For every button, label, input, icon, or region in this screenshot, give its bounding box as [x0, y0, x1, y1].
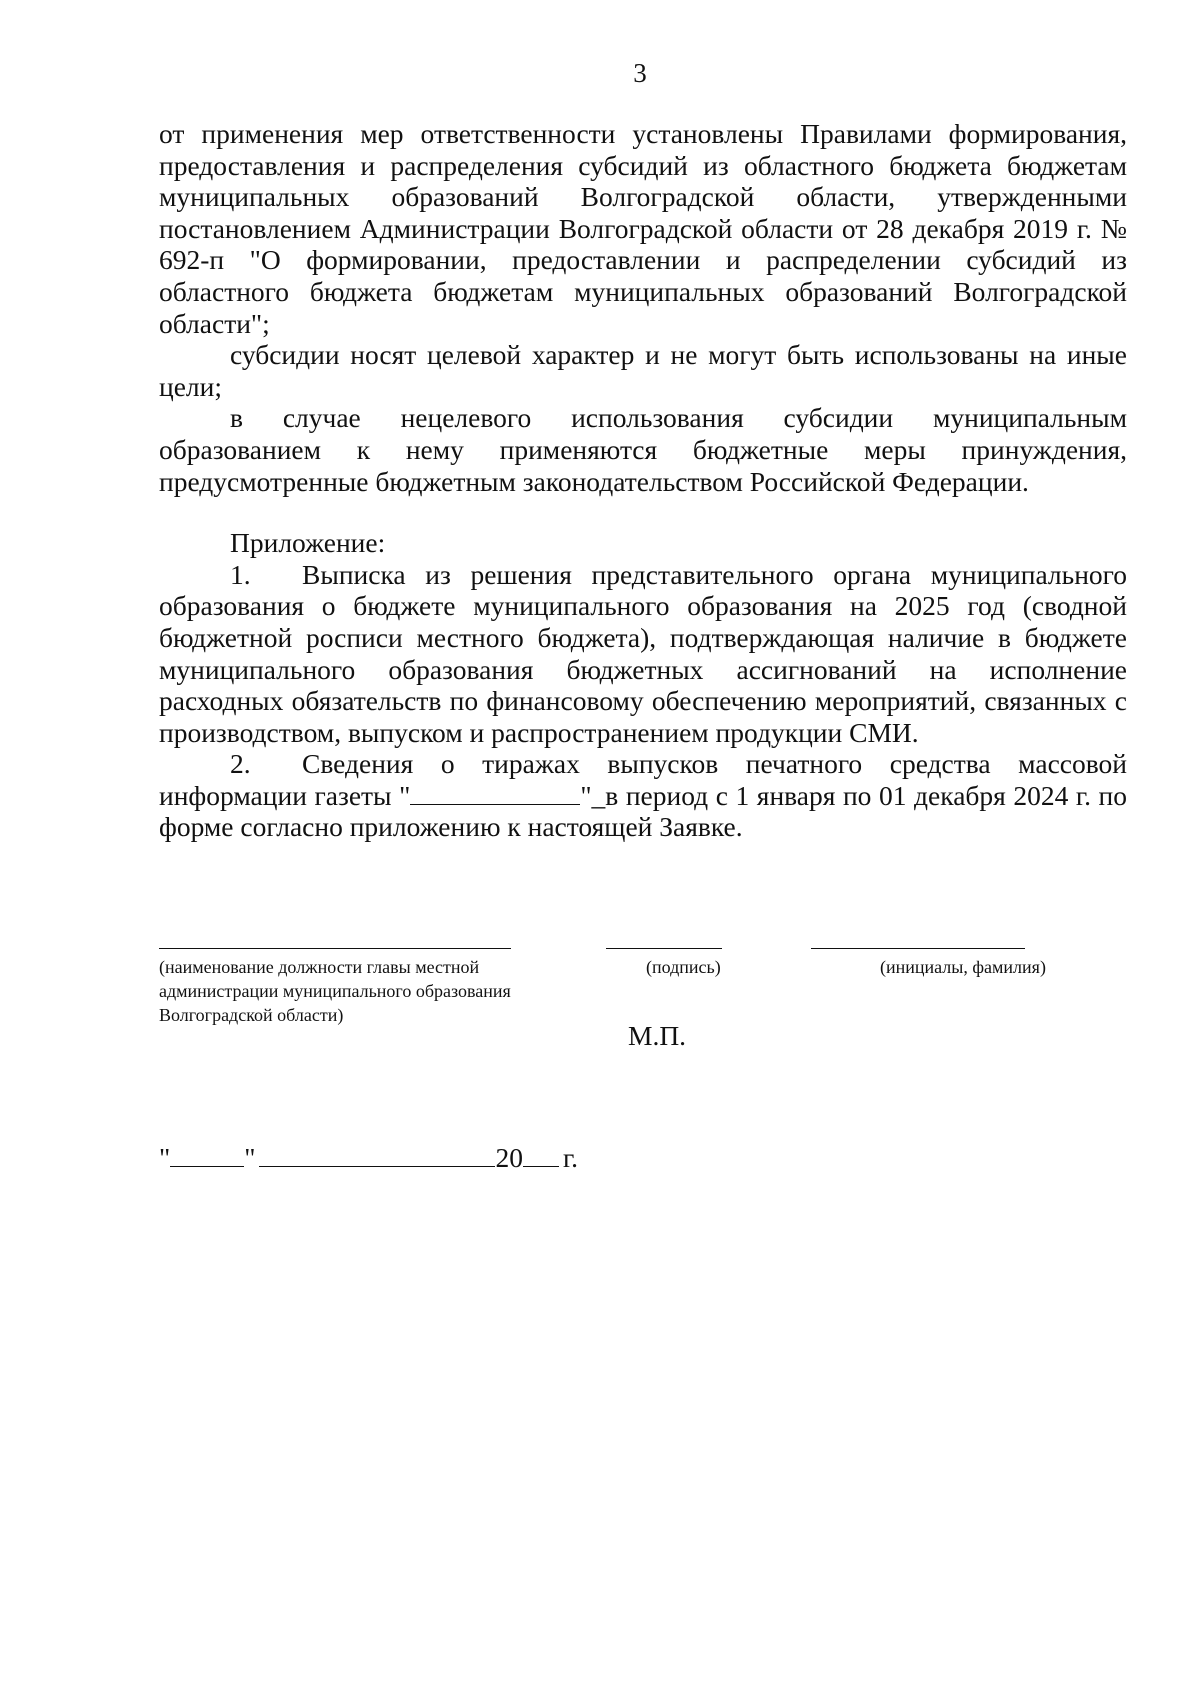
position-caption: (наименование должности главы местной администрации муниципального образования Волгоградской области) [159, 957, 511, 1025]
appendix-item-1-number: 1. [230, 558, 251, 590]
paragraph-misuse: в случае нецелевого использования субсидии муниципальным образованием к нему применяются бюджетные меры принуждения, предусмотренные бюджетным законодательством Российской Федерации. [159, 402, 1127, 497]
month-blank [259, 1142, 495, 1167]
paragraph-target-nature: субсидии носят целевой характер и не могут быть использованы на иные цели; [159, 339, 1127, 402]
name-caption: (инициалы, фамилия) [880, 957, 1046, 977]
appendix-item-2-text-before: Сведения о тиражах выпусков печатного средства массовой информации газеты " [159, 748, 1127, 811]
year-suffix: г. [562, 1142, 579, 1173]
page-number: 3 [633, 58, 647, 88]
signature-caption: (подпись) [646, 957, 721, 977]
signature-line [606, 948, 722, 949]
date-close-quote: " [244, 1142, 256, 1173]
appendix-item-2-text-after: "_в период с 1 января по 01 декабря 2024 г. по форме согласно приложению к настоящей Заявке. [159, 779, 1127, 843]
stamp-place: М.П. [628, 1020, 687, 1051]
appendix-heading: Приложение: [230, 527, 386, 559]
paragraph-responsibility: от применения мер ответственности установлены Правилами формирования, предоставления и распределения субсидий из областного бюджета бюджетам муниципальных образований Волгоградской области, утвержденными постановлением Администрации Волгоградской области от 28 декабря 2019 г. № 692-п "О формировании, предоставлении и распределении субсидий из областного бюджета бюджетам муниципальных образований Волгоградской области"; [159, 118, 1127, 339]
day-blank [170, 1142, 244, 1167]
date-open-quote: " [159, 1142, 171, 1173]
date-line [159, 1142, 578, 1174]
newspaper-name-blank [410, 780, 580, 805]
document-body [159, 118, 1127, 843]
appendix-item-1 [159, 559, 1127, 749]
name-signature-line [811, 948, 1025, 949]
year-blank [523, 1142, 559, 1167]
year-prefix: 20 [495, 1142, 523, 1173]
appendix-item-2-number: 2. [230, 748, 251, 780]
position-signature-line [159, 948, 511, 949]
appendix-item-2 [159, 748, 1127, 843]
appendix-item-1-text: Выписка из решения представительного органа муниципального образования о бюджете муниципального образования на 2025 год (сводной бюджетной росписи местного бюджета), подтверждающая наличие в бюджете муниципального образования бюджетных ассигнований на исполнение расходных обязательств по финансовому обеспечению мероприятий, связанных с производством, выпуском и распространением продукции СМИ. [159, 558, 1127, 748]
